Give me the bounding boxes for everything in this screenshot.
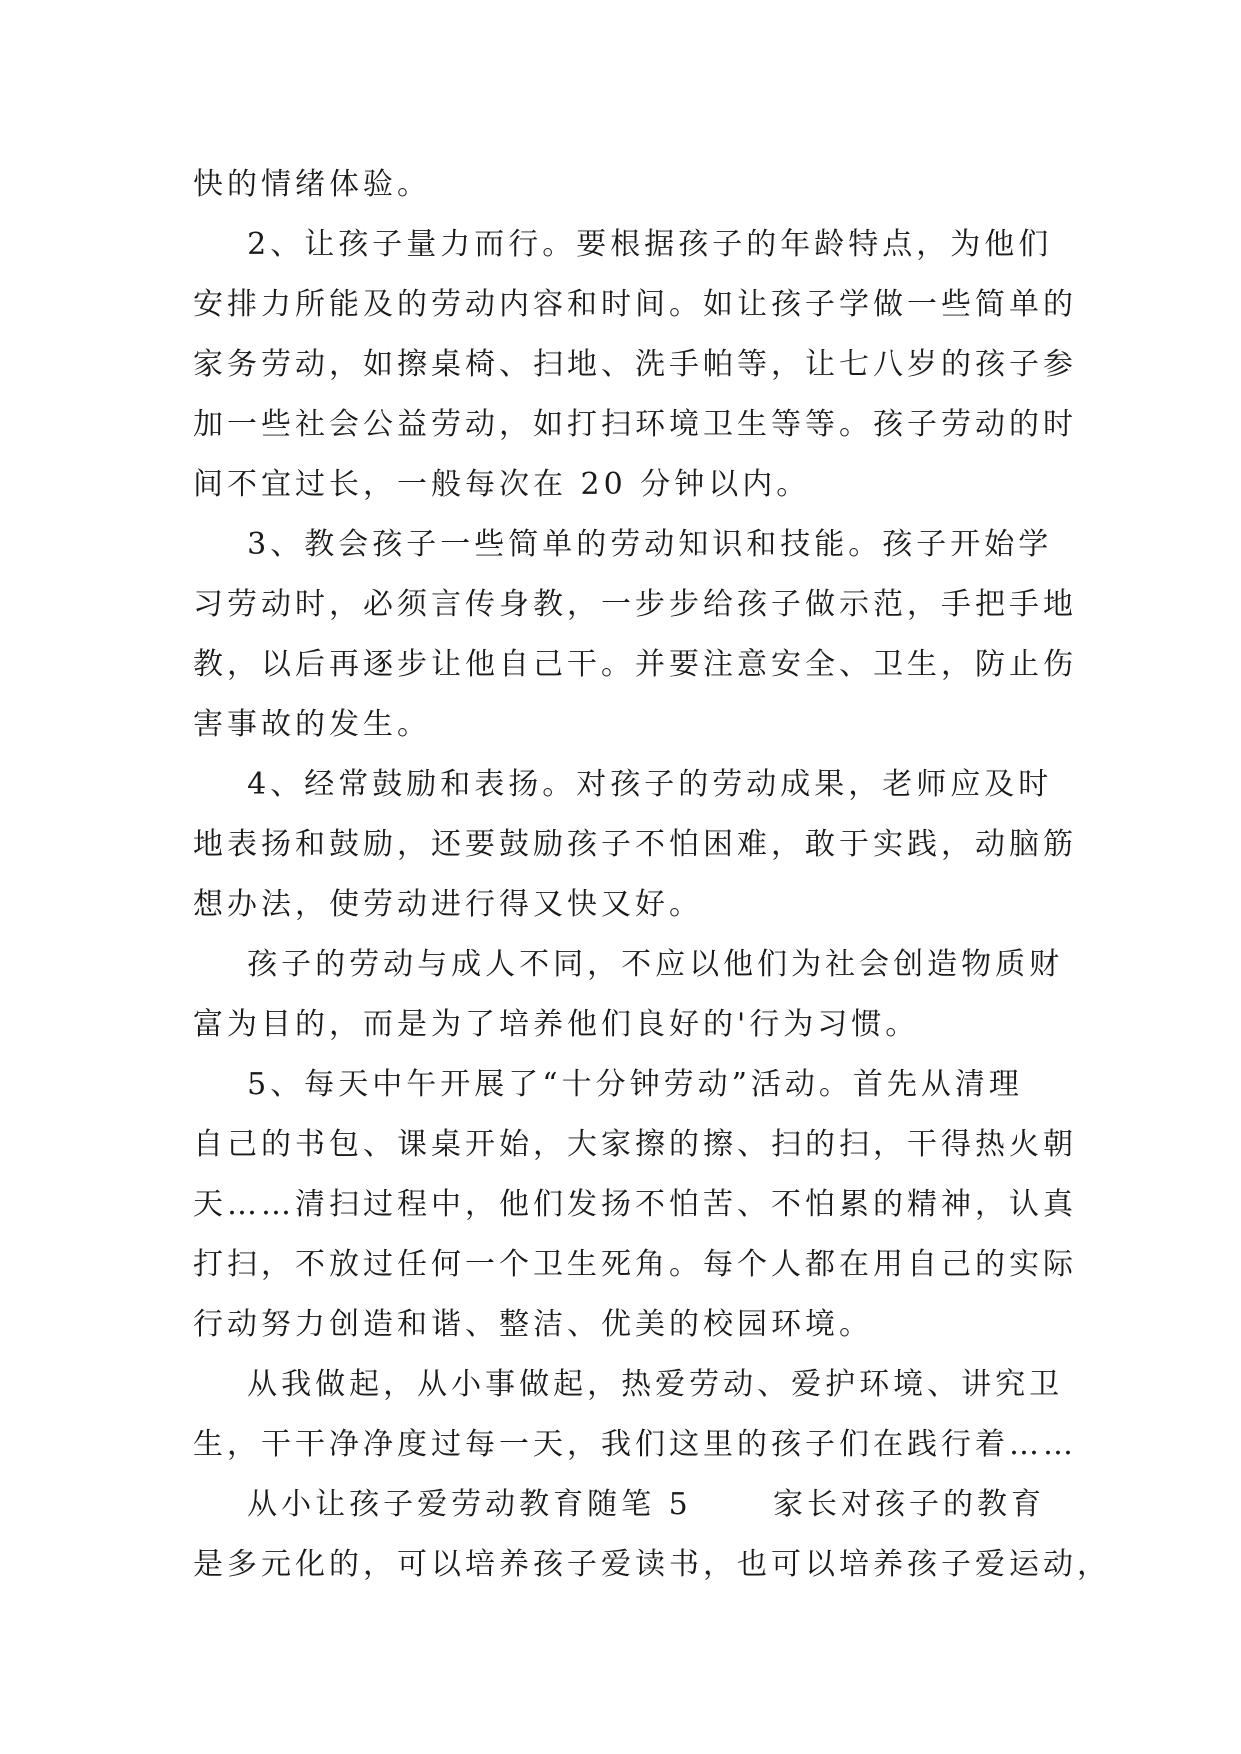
text-line: 从我做起，从小事做起，热爱劳动、爱护环境、讲究卫 [193, 1367, 1064, 1402]
text-line: 自己的书包、课桌开始，大家擦的擦、扫的扫，干得热火朝 [193, 1127, 1077, 1162]
text-line: 3、教会孩子一些简单的劳动知识和技能。孩子开始学 [193, 527, 1053, 562]
document-body [193, 155, 1111, 1595]
text-line: 教，以后再逐步让他自己干。并要注意安全、卫生，防止伤 [193, 647, 1077, 682]
text-line: 从小让孩子爱劳动教育随笔 5 家长对孩子的教育 [193, 1487, 1045, 1522]
text-line: 孩子的劳动与成人不同，不应以他们为社会创造物质财 [193, 947, 1064, 982]
text-line: 家务劳动，如擦桌椅、扫地、洗手帕等，让七八岁的孩子参 [193, 347, 1077, 382]
text-line: 行动努力创造和谐、整洁、优美的校园环境。 [193, 1307, 873, 1342]
text-line: 快的情绪体验。 [193, 167, 431, 202]
text-line: 生，干干净净度过每一天，我们这里的孩子们在践行着…… [193, 1427, 1077, 1462]
text-line: 害事故的发生。 [193, 707, 431, 742]
text-line: 是多元化的，可以培养孩子爱读书，也可以培养孩子爱运动， [193, 1547, 1111, 1582]
text-line: 想办法，使劳动进行得又快又好。 [193, 887, 703, 922]
text-line: 天……清扫过程中，他们发扬不怕苦、不怕累的精神，认真 [193, 1187, 1077, 1222]
text-line: 间不宜过长，一般每次在 20 分钟以内。 [193, 467, 811, 502]
text-line: 打扫，不放过任何一个卫生死角。每个人都在用自己的实际 [193, 1247, 1077, 1282]
text-line: 富为目的，而是为了培养他们良好的'行为习惯。 [193, 1007, 920, 1042]
text-line: 安排力所能及的劳动内容和时间。如让孩子学做一些简单的 [193, 287, 1077, 322]
text-line: 加一些社会公益劳动，如打扫环境卫生等等。孩子劳动的时 [193, 407, 1077, 442]
text-line: 4、经常鼓励和表扬。对孩子的劳动成果，老师应及时 [193, 767, 1053, 802]
text-line: 地表扬和鼓励，还要鼓励孩子不怕困难，敢于实践，动脑筋 [193, 827, 1077, 862]
text-line: 习劳动时，必须言传身教，一步步给孩子做示范，手把手地 [193, 587, 1077, 622]
text-line: 2、让孩子量力而行。要根据孩子的年龄特点，为他们 [193, 227, 1053, 262]
text-line: 5、每天中午开展了“十分钟劳动”活动。首先从清理 [193, 1067, 1023, 1102]
